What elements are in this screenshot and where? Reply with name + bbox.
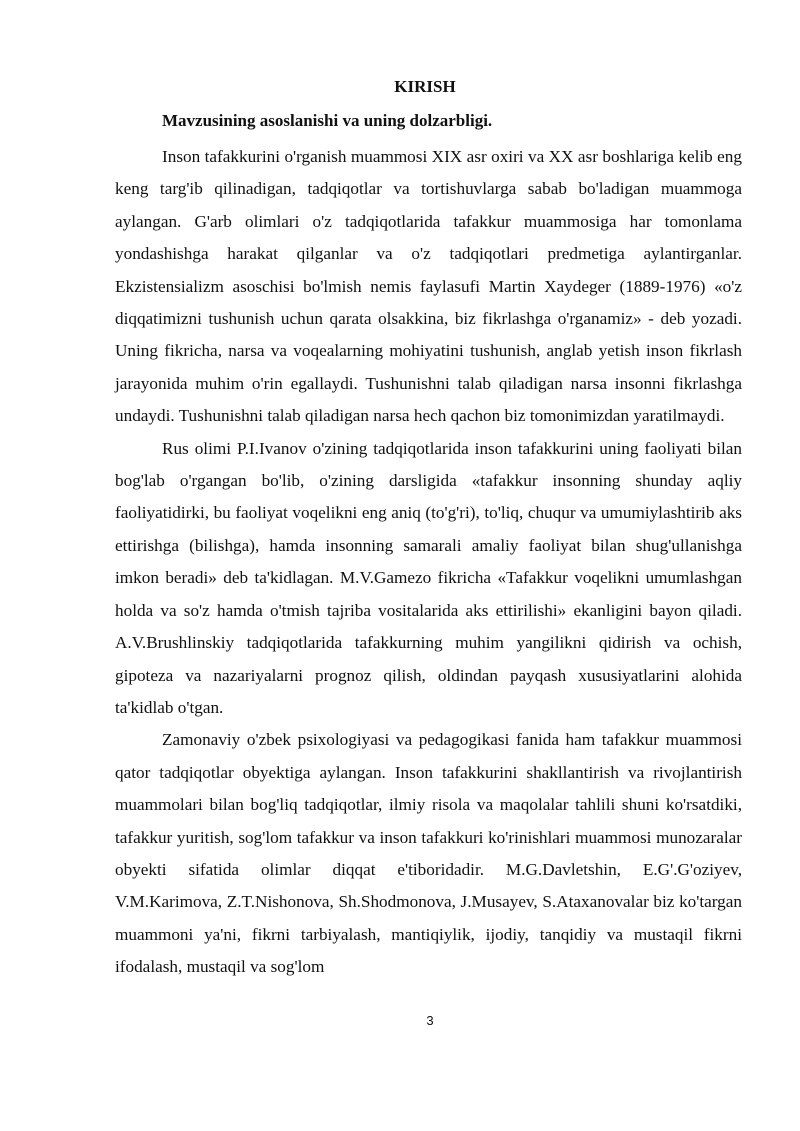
body-text: [115, 141, 742, 984]
paragraph-3: Zamonaviy o'zbek psixologiyasi va pedagogikasi fanida ham tafakkur muammosi qator tadqiqotlar obyektiga aylangan. Inson tafakkurini shakllantirish va rivojlantirish muammolari bilan bog'liq tadqiqotlar, ilmiy risola va maqolalar tahlili shuni ko'rsatdiki, tafakkur yuritish, sog'lom tafakkur va inson tafakkuri ko'rinishlari muammosi munozaralar obyekti sifatida olimlar diqqat e'tiboridadir. M.G.Davletshin, E.G'.G'oziyev, V.M.Karimova, Z.T.Nishonova, Sh.Shodmonova, J.Musayev, S.Ataxanovalar biz ko'targan muammoni ya'ni, fikrni tarbiyalash, mantiqiylik, ijodiy, tanqidiy va mustaqil fikrni ifodalash, mustaqil va sog'lom: [115, 730, 742, 977]
section-heading: KIRISH: [394, 77, 456, 96]
paragraph-2: Rus olimi P.I.Ivanov o'zining tadqiqotlarida inson tafakkurini uning faoliyati bilan bog'lab o'rgangan bo'lib, o'zining darsligida «tafakkur insonning shunday aqliy faoliyatidirki, bu faoliyat voqelikni eng aniq (to'g'ri), to'liq, chuqur va umumiylashtirib aks ettirishga (bilishga), hamda insonning samarali amaliy faoliyat bilan shug'ullanishga imkon beradi» deb ta'kidlagan. M.V.Gamezo fikricha «Tafakkur voqelikni umumlashgan holda va so'z hamda o'tmish tajriba vositalarida aks ettirilishi» ekanligini bayon qiladi. A.V.Brushlinskiy tadqiqotlarida tafakkurning muhim yangilikni qidirish va ochish, gipoteza va nazariyalarni prognoz qilish, oldindan payqash xususiyatlarini alohida ta'kidlab o'tgan.: [115, 438, 742, 717]
page-number: 3: [426, 1013, 434, 1028]
section-subheading: Mavzusining asoslanishi va uning dolzarbligi.: [162, 111, 493, 130]
paragraph-1: Inson tafakkurini o'rganish muammosi XIX asr oxiri va XX asr boshlariga kelib eng keng targ'ib qilinadigan, tadqiqotlar va tortishuvlarga sabab bo'ladigan muammoga aylangan. G'arb olimlari o'z tadqiqotlarida tafakkur muammosiga har tomonlama yondashishga harakat qilganlar va o'z tadqiqotlari predmetiga aylantirganlar. Ekzistensializm asoschisi bo'lmish nemis faylasufi Martin Xaydeger (1889-1976) «o'z diqqatimizni tushunish uchun qarata olsakkina, biz fikrlashga o'rganamiz» - deb yozadi. Uning fikricha, narsa va voqealarning mohiyatini tushunish, anglab yetish inson fikrlash jarayonida muhim o'rin egallaydi. Tushunishni talab qiladigan narsa insonni fikrlashga undaydi. Tushunishni talab qiladigan narsa hech qachon biz tomonimizdan yaratilmaydi.: [115, 147, 742, 426]
